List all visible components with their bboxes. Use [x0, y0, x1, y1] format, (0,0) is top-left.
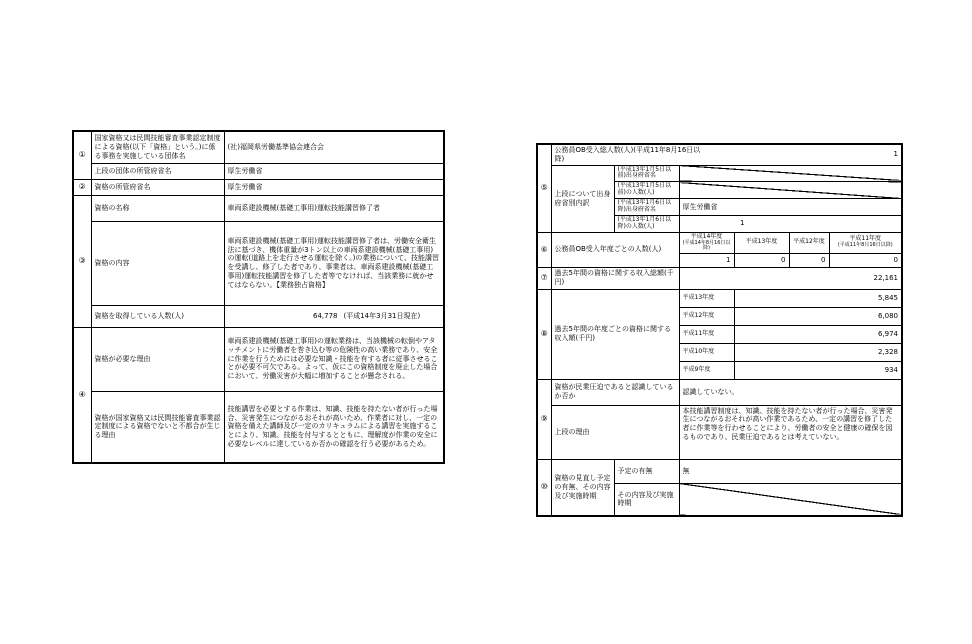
fy13-header: 平成13年度 [734, 232, 789, 253]
ob-total-value: 1 [893, 150, 898, 159]
post-count-label: (平成13年1月6日以降)の人数(人) [614, 215, 679, 232]
section-number: ⑨ [537, 379, 551, 459]
reason-label: 上段の理由 [551, 405, 679, 459]
qualification-ministry-value: 厚生労働省 [224, 179, 444, 195]
breakdown-label: 上段について出身府省別内訳 [551, 165, 614, 232]
section-number: ⑧ [537, 289, 551, 379]
organization-value: (社)福岡県労働基準協会連合会 [224, 131, 444, 163]
revenue-value: 2,328 [734, 343, 902, 361]
revenue-year-label: 過去5年間の年度ごとの資格に関する収入額(千円) [551, 289, 679, 379]
holder-count-label: 資格を取得している人数(人) [91, 305, 224, 327]
necessity-value: 車両系建設機械(基礎工事用)の運転業務は、当該機械の転倒やアタッチメントに労働者を巻き込む等の危険性の高い業務であり、安全に作業を行うためには必要な知識・技能を有する者に従事させることが必要不可欠である。よって、仮にこの資格制度を廃止した場合において、労働災害が大幅に増加することが懸念される。 [224, 327, 444, 391]
review-label: 資格の見直し予定の有無、その内容及び実施時期 [551, 459, 614, 516]
fy13-value: 0 [734, 253, 789, 267]
fy14-header [679, 232, 734, 253]
fy11-note: (平成11年8月16日以降) [837, 242, 893, 249]
inconvenience-label: 資格が国家資格又は民間技能審査事業認定制度による資格でないと不都合が生じる理由 [91, 391, 224, 463]
revenue-value: 934 [734, 361, 902, 379]
content-value [679, 483, 902, 516]
holder-count-note: (平成14年3月31日現在) [343, 311, 421, 320]
fy11-label: 平成11年度 [849, 235, 882, 243]
qualification-content-label: 資格の内容 [91, 221, 224, 305]
content-label: その内容及び実施時期 [614, 483, 679, 516]
holder-count-cell [224, 305, 444, 327]
section-number: ① [73, 131, 91, 179]
post-count-cell [679, 215, 902, 232]
pressure-value: 認識していない。 [679, 379, 902, 405]
section-number: ③ [73, 195, 91, 327]
revenue-year: 平成13年度 [679, 289, 734, 307]
revenue-total-value: 22,161 [679, 267, 902, 289]
section-number: ⑩ [537, 459, 551, 516]
fy14-value: 1 [679, 253, 734, 267]
fy11-value: 0 [829, 253, 902, 267]
post-ministry-label: (平成13年1月6日以降)出身府省名 [614, 199, 679, 216]
reason-value: 本技能講習制度は、知識、技能を持たない者が行った場合、災害発生につながるおそれが高い作業であるため、一定の講習を修了した者に作業等を行わせることにより、労働者の安全と健康の確保を図るものであり、民業圧迫であるとは考えていない。 [679, 405, 902, 459]
pre-count-value [679, 182, 902, 199]
qualification-name-value: 車両系建設機械(基礎工事用)運転技能講習修了者 [224, 195, 444, 221]
ob-total-label: 公務員OB受入総人数(人)(平成11年8月16日以降) [554, 146, 701, 163]
qualification-ministry-label: 資格の所管府省名 [91, 179, 224, 195]
pre-count-label: (平成13年1月5日以前)の人数(人) [614, 182, 679, 199]
revenue-year: 平成12年度 [679, 307, 734, 325]
organization-ministry-value: 厚生労働省 [224, 163, 444, 179]
right-form-table [536, 143, 903, 517]
revenue-total-label: 過去5年間の資格に関する収入総額(千円) [551, 267, 679, 289]
section-number: ④ [73, 327, 91, 463]
revenue-year: 平成11年度 [679, 325, 734, 343]
pressure-label: 資格が民業圧迫であると認識しているか否か [551, 379, 679, 405]
pre-ministry-label: (平成13年1月5日以前)出身府省名 [614, 165, 679, 182]
post-count-value: 1 [740, 219, 745, 228]
revenue-value: 6,974 [734, 325, 902, 343]
fy14-note: (平成14年8月16日以降) [682, 239, 731, 252]
fy11-header [829, 232, 902, 253]
fy14-label: 平成14年度 [690, 232, 723, 240]
organization-ministry-label: 上段の団体の所管府省名 [91, 163, 224, 179]
revenue-value: 6,080 [734, 307, 902, 325]
pre-ministry-value [679, 165, 902, 182]
revenue-year: 平成9年度 [679, 361, 734, 379]
section-number: ② [73, 179, 91, 195]
revenue-value: 5,845 [734, 289, 902, 307]
qualification-name-label: 資格の名称 [91, 195, 224, 221]
ob-total-cell [551, 144, 902, 165]
fy12-header: 平成12年度 [789, 232, 829, 253]
section-number: ⑥ [537, 232, 551, 267]
section-number: ⑤ [537, 144, 551, 232]
inconvenience-value: 技能講習を必要とする作業は、知識、技能を持たない者が行った場合、災害発生につながるおそれが高いため、作業者に対し、一定の資格を備えた講師及び一定のカリキュラムによる講習を実施することにより、知識、技能を付与するとともに、理解度が作業の安全に必要なレベルに達しているか否かの確認を行う必要があるため。 [224, 391, 444, 463]
holder-count-value: 64,778 [313, 311, 338, 320]
qualification-content-value: 車両系建設機械(基礎工事用)運転技能講習修了者は、労働安全衛生法に基づき、機体重量が3トン以上の車両系建設機械(基礎工事用)の運転(道路上を走行させる運転を除く。)の業務について、技能講習を受講し、修了した者であり、事業者は、車両系建設機械(基礎工事用)運転技能講習を修了した者等でなければ、当該業務に就かせてはならない。【業務独占資格】 [224, 221, 444, 305]
organization-label: 国家資格又は民間技能審査事業認定制度による資格(以下「資格」という。)に係る事務を実施している団体名 [91, 131, 224, 163]
section-number: ⑦ [537, 267, 551, 289]
fy12-value: 0 [789, 253, 829, 267]
left-form-table [72, 130, 445, 464]
necessity-label: 資格が必要な理由 [91, 327, 224, 391]
revenue-year: 平成10年度 [679, 343, 734, 361]
plan-value: 無 [679, 459, 902, 483]
post-ministry-value: 厚生労働省 [679, 199, 902, 216]
plan-label: 予定の有無 [614, 459, 679, 483]
ob-year-label: 公務員OB受入年度ごとの人数(人) [551, 232, 679, 267]
